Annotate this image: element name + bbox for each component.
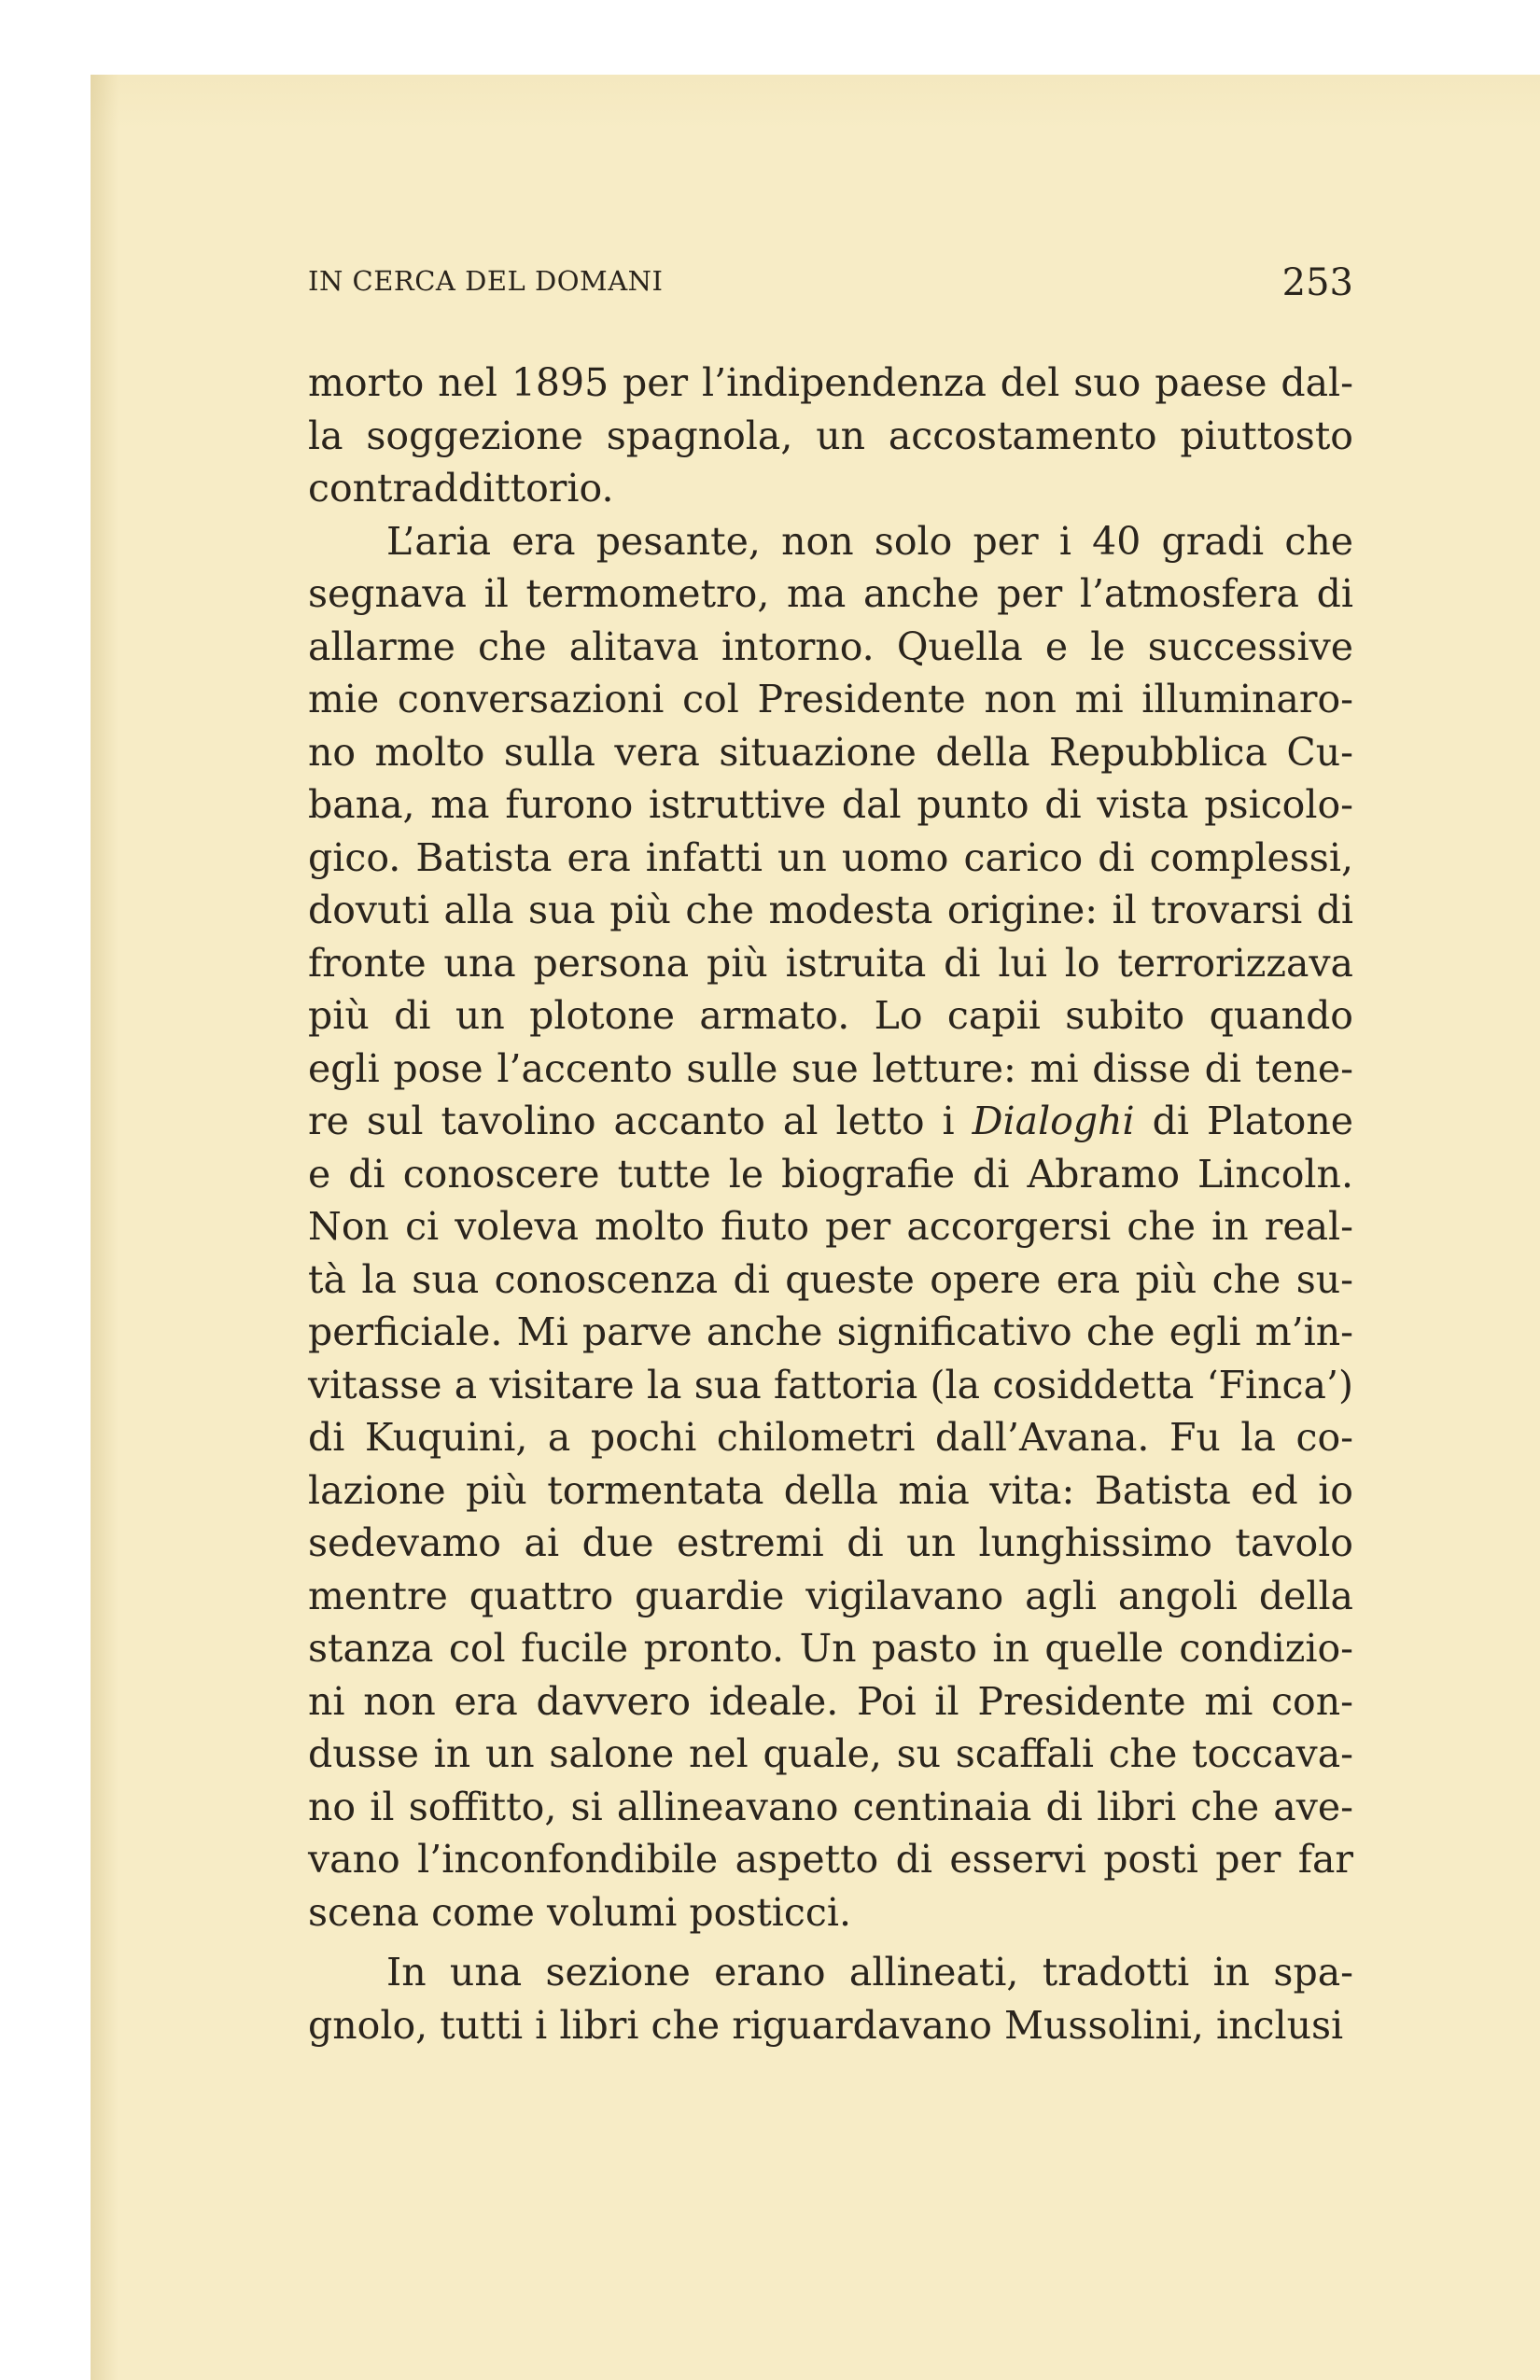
- text-line: di Kuquini, a pochi chilometri dall’Avana. Fu la co-: [308, 1415, 1353, 1460]
- text-line: dovuti alla sua più che modesta origine: il trovarsi di: [308, 888, 1353, 932]
- text-line: mie conversazioni col Presidente non mi illuminaro-: [308, 677, 1353, 721]
- text-line: In una sezione erano allineati, tradotti in spa-: [386, 1950, 1353, 1995]
- book-title: Dialoghi: [972, 1099, 1135, 1143]
- text-line: contraddittorio.: [308, 466, 614, 511]
- page-header: [308, 263, 1353, 310]
- text-line: tà la sua conoscenza di queste opere era più che su-: [308, 1256, 1353, 1302]
- text-line: gnolo, tutti i libri che riguardavano Mussolini, inclusi: [308, 2002, 1344, 2048]
- text-line: perficiale. Mi parve anche significativo che egli m’in-: [308, 1309, 1353, 1354]
- text-line: lazione più tormentata della mia vita: Batista ed io: [308, 1467, 1353, 1513]
- text-line: vano l’inconfondibile aspetto di esservi posti per far: [308, 1837, 1353, 1882]
- text-line: fronte una persona più istruita di lui lo terrorizzava: [308, 940, 1353, 986]
- text-line: sedevamo ai due estremi di un lunghissimo tavolo: [308, 1520, 1353, 1565]
- text-line: segnava il termometro, ma anche per l’atmosfera di: [308, 571, 1353, 616]
- text-line: dusse in un salone nel quale, su scaffali che toccava-: [308, 1731, 1353, 1776]
- text-line: re sul tavolino accanto al letto i Dialoghi di Platone: [308, 1099, 1353, 1143]
- text-line: no il soffitto, si allineavano centinaia di libri che ave-: [308, 1784, 1353, 1829]
- text-line: ni non era davvero ideale. Poi il Presidente mi con-: [308, 1678, 1353, 1724]
- text-line: la soggezione spagnola, un accostamento piuttosto: [308, 413, 1353, 458]
- text-line: allarme che alitava intorno. Quella e le successive: [308, 623, 1353, 669]
- text-line: bana, ma furono istruttive dal punto di vista psicolo-: [308, 782, 1353, 827]
- text-line: egli pose l’accento sulle sue letture: mi disse di tene-: [308, 1045, 1353, 1091]
- text-line: scena come volumi posticci.: [308, 1889, 851, 1935]
- body-text: [308, 357, 1353, 2051]
- text-line: Non ci voleva molto fiuto per accorgersi che in real-: [308, 1204, 1353, 1249]
- text-line: più di un plotone armato. Lo capii subito quando: [308, 993, 1353, 1038]
- text-line: stanza col fucile pronto. Un pasto in quelle condizio-: [308, 1626, 1353, 1671]
- text-line: vitasse a visitare la sua fattoria (la cosiddetta ‘Finca’): [308, 1362, 1353, 1407]
- page-number: 253: [1281, 261, 1353, 304]
- text-line: L’aria era pesante, non solo per i 40 gradi che: [386, 518, 1353, 564]
- text-line: mentre quattro guardie vigilavano agli angoli della: [308, 1573, 1353, 1618]
- text-line: no molto sulla vera situazione della Repubblica Cu-: [308, 729, 1353, 775]
- text-line: morto nel 1895 per l’indipendenza del suo paese dal-: [308, 360, 1353, 405]
- text-line: gico. Batista era infatti un uomo carico di complessi,: [308, 834, 1353, 880]
- running-title: IN CERCA DEL DOMANI: [308, 265, 664, 297]
- text-line: e di conoscere tutte le biografie di Abramo Lincoln.: [308, 1151, 1353, 1197]
